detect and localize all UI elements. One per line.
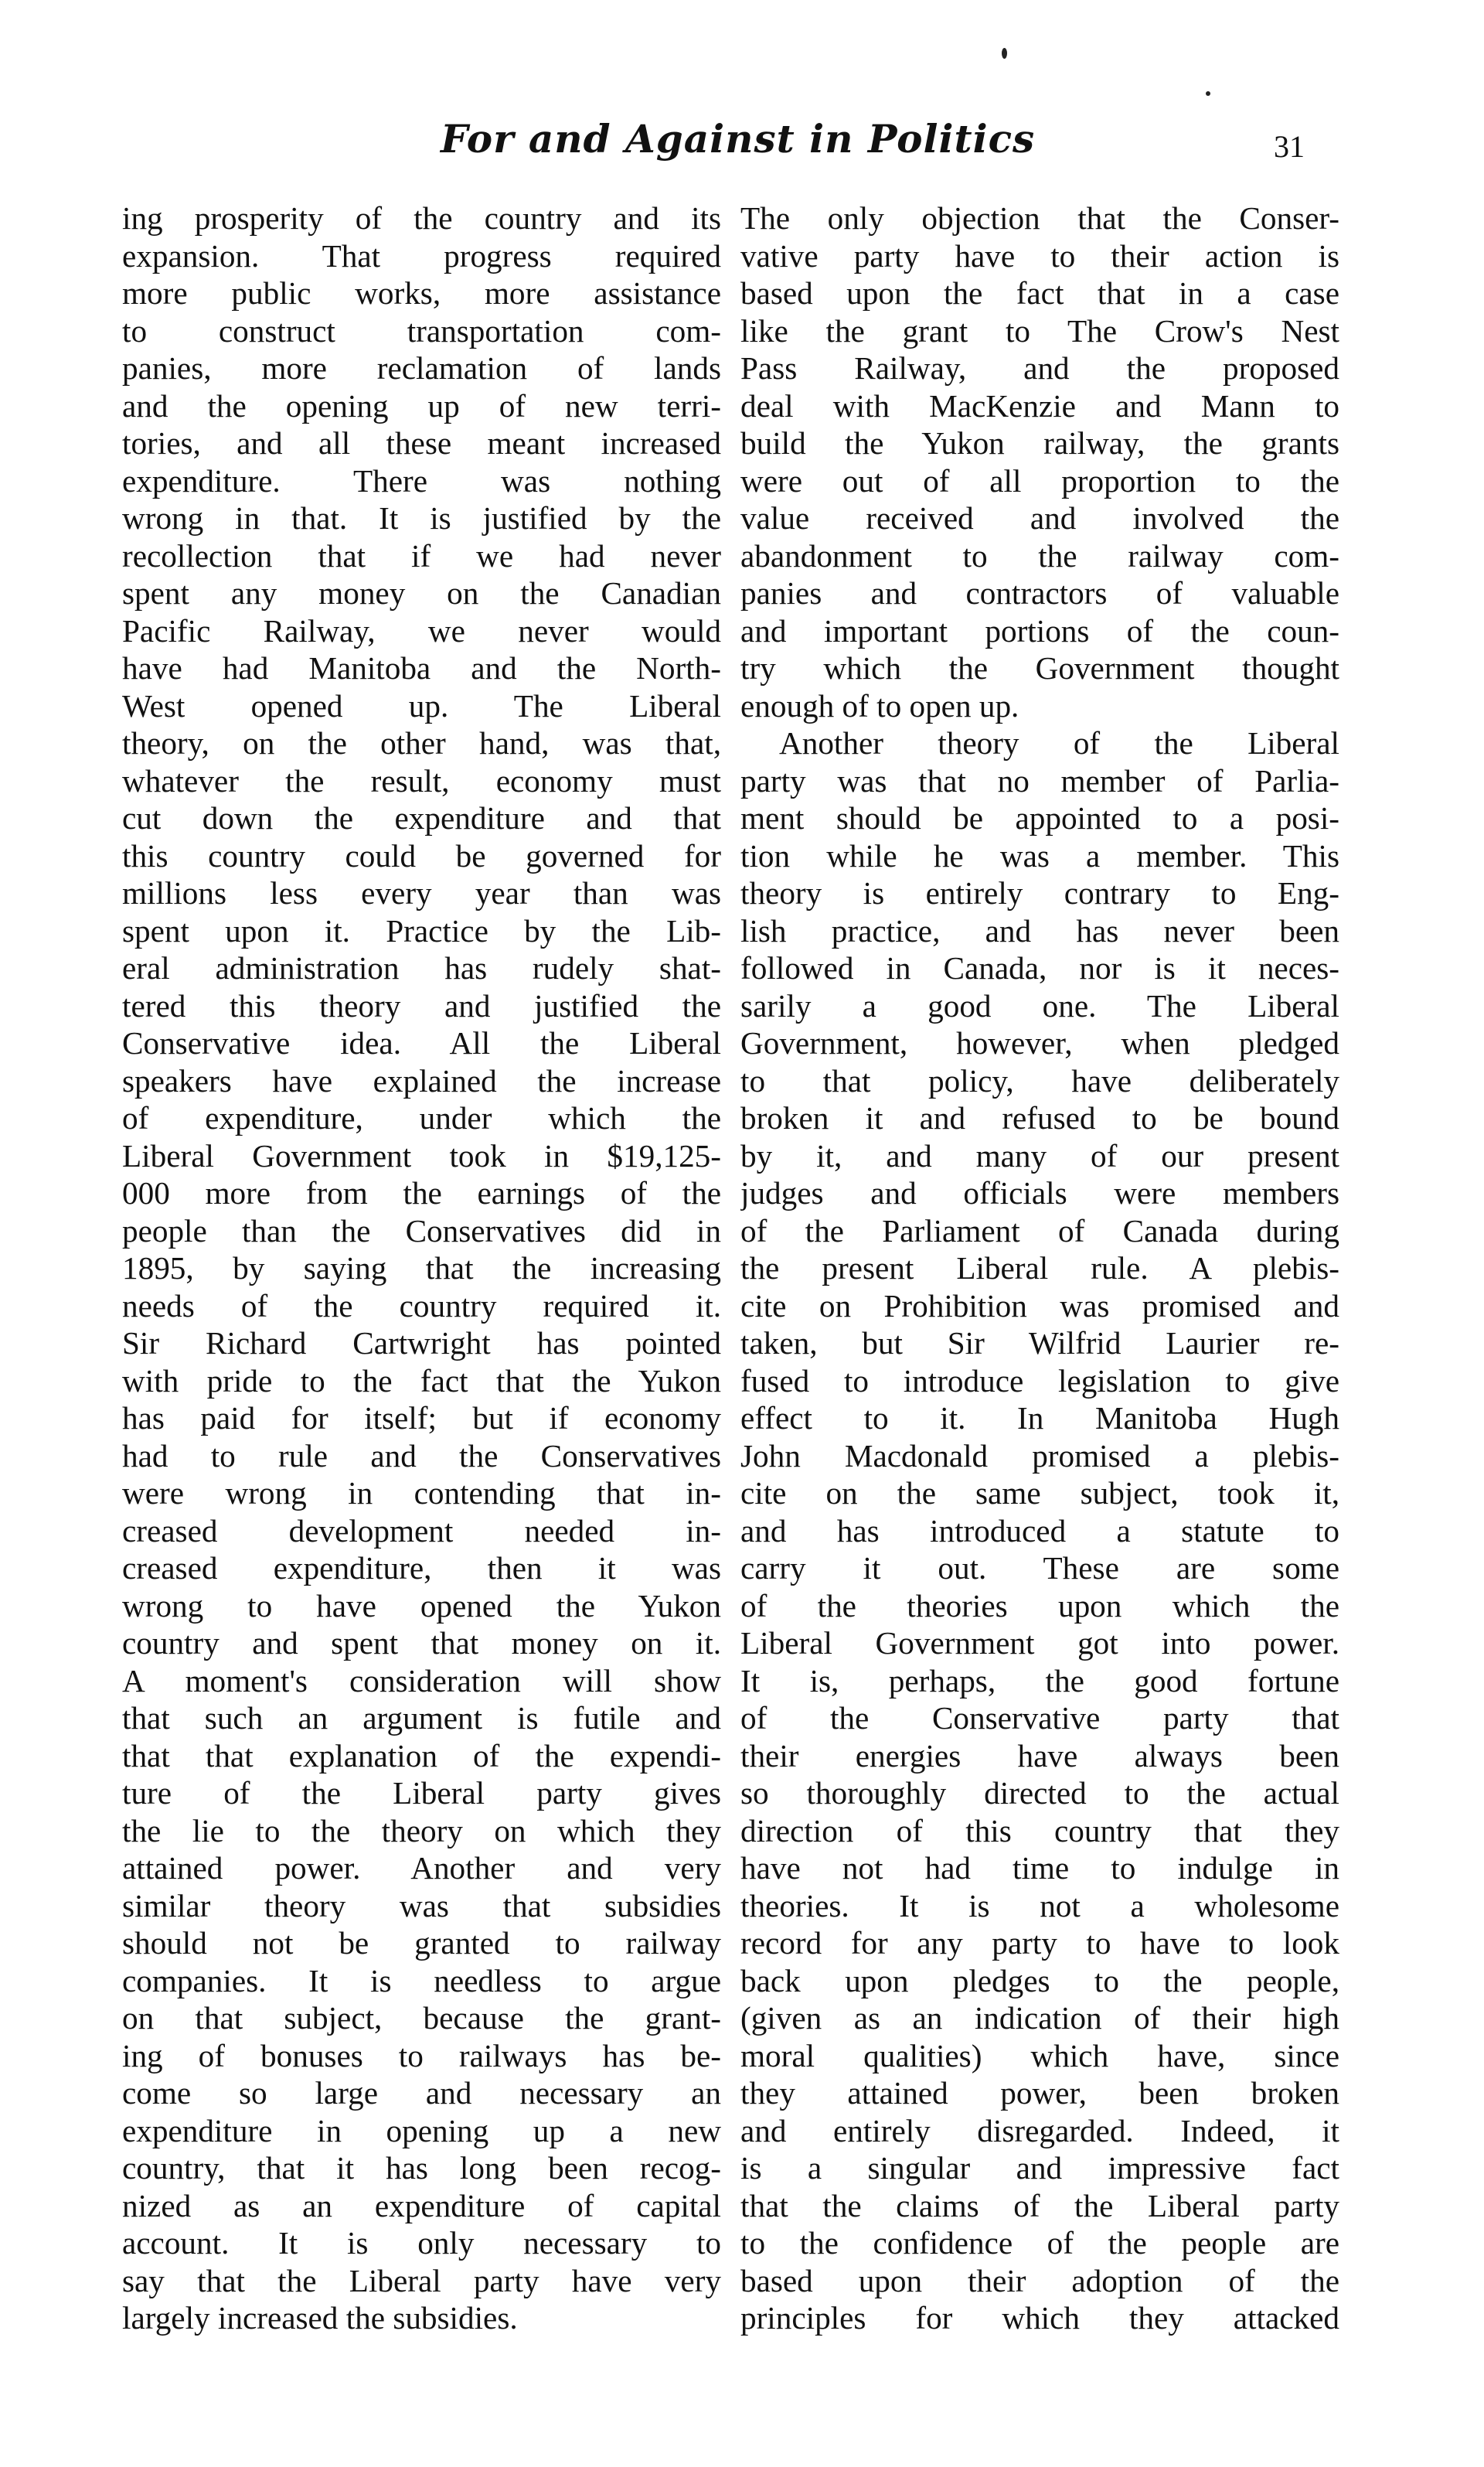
text-line: A moment's consideration will show (122, 1662, 721, 1699)
text-line: Liberal Government took in $19,125- (122, 1137, 721, 1174)
left-text-column (122, 199, 721, 2337)
ink-speck (1206, 91, 1210, 96)
text-line: Pass Railway, and the proposed (740, 350, 1339, 386)
text-line: so thoroughly directed to the actual (740, 1775, 1339, 1811)
text-line: expenditure in opening up a new (122, 2112, 721, 2148)
text-line: to construct transportation com- (122, 312, 721, 349)
text-line: back upon pledges to the people, (740, 1962, 1339, 1998)
page-title: For and Against in Politics (441, 116, 1036, 162)
text-line: say that the Liberal party have very (122, 2262, 721, 2298)
text-line: the lie to the theory on which they (122, 1812, 721, 1849)
text-line: their energies have always been (740, 1737, 1339, 1774)
text-line: the present Liberal rule. A plebis- (740, 1250, 1339, 1286)
text-line: based upon the fact that in a case (740, 275, 1339, 311)
text-line: theories. It is not a wholesome (740, 1887, 1339, 1924)
text-line: account. It is only necessary to (122, 2225, 721, 2261)
text-line: ing of bonuses to railways has be- (122, 2037, 721, 2073)
text-line: tion while he was a member. This (740, 837, 1339, 874)
text-line: expansion. That progress required (122, 237, 721, 274)
text-line: were out of all proportion to the (740, 462, 1339, 499)
text-line: expenditure. There was nothing (122, 462, 721, 499)
text-line: have had Manitoba and the North- (122, 650, 721, 686)
text-line: judges and officials were members (740, 1175, 1339, 1211)
text-line: cite on Prohibition was promised and (740, 1287, 1339, 1324)
text-line: come so large and necessary an (122, 2075, 721, 2111)
text-line: panies and contractors of valuable (740, 575, 1339, 611)
text-line: country, that it has long been recog- (122, 2150, 721, 2186)
text-line: effect to it. In Manitoba Hugh (740, 1400, 1339, 1436)
text-line: theory, on the other hand, was that, (122, 725, 721, 761)
text-line: Conservative idea. All the Liberal (122, 1025, 721, 1061)
text-line: needs of the country required it. (122, 1287, 721, 1324)
text-line: lish practice, and has never been (740, 912, 1339, 949)
text-line: spent any money on the Canadian (122, 575, 721, 611)
text-line: panies, more reclamation of lands (122, 350, 721, 386)
text-line: and important portions of the coun- (740, 612, 1339, 649)
right-text-column (740, 199, 1339, 2337)
text-line: largely increased the subsidies. (122, 2300, 518, 2336)
text-line: (given as an indication of their high (740, 2000, 1339, 2036)
text-line: carry it out. These are some (740, 1550, 1339, 1586)
text-line: on that subject, because the grant- (122, 2000, 721, 2036)
text-line: Another theory of the Liberal (779, 725, 1339, 761)
text-line: have not had time to indulge in (740, 1850, 1339, 1886)
text-line: that that explanation of the expendi- (122, 1737, 721, 1774)
text-line: this country could be governed for (122, 837, 721, 874)
text-line: tered this theory and justified the (122, 987, 721, 1024)
text-line: John Macdonald promised a plebis- (740, 1437, 1339, 1474)
text-line: and the opening up of new terri- (122, 387, 721, 424)
text-line: wrong to have opened the Yukon (122, 1587, 721, 1624)
text-line: of the theories upon which the (740, 1587, 1339, 1624)
text-line: millions less every year than was (122, 875, 721, 911)
text-line: try which the Government thought (740, 650, 1339, 686)
text-line: tories, and all these meant increased (122, 425, 721, 461)
text-line: by it, and many of our present (740, 1137, 1339, 1174)
text-line: 000 more from the earnings of the (122, 1175, 721, 1211)
text-line: recollection that if we had never (122, 537, 721, 574)
text-line: they attained power, been broken (740, 2075, 1339, 2111)
text-line: based upon their adoption of the (740, 2262, 1339, 2298)
text-line: ing prosperity of the country and its (122, 200, 721, 236)
text-line: Government, however, when pledged (740, 1025, 1339, 1061)
text-line: deal with MacKenzie and Mann to (740, 387, 1339, 424)
text-line: to that policy, have deliberately (740, 1062, 1339, 1099)
text-line: direction of this country that they (740, 1812, 1339, 1849)
text-line: and entirely disregarded. Indeed, it (740, 2112, 1339, 2148)
text-line: The only objection that the Conser- (740, 200, 1339, 236)
text-line: companies. It is needless to argue (122, 1962, 721, 1998)
text-line: ture of the Liberal party gives (122, 1775, 721, 1811)
running-head (0, 108, 1484, 170)
text-line: record for any party to have to look (740, 1925, 1339, 1961)
text-line: ment should be appointed to a posi- (740, 800, 1339, 836)
text-line: has paid for itself; but if economy (122, 1400, 721, 1436)
text-line: with pride to the fact that the Yukon (122, 1362, 721, 1399)
text-line: 1895, by saying that the increasing (122, 1250, 721, 1286)
text-line: that the claims of the Liberal party (740, 2187, 1339, 2223)
text-line: speakers have explained the increase (122, 1062, 721, 1099)
text-line: moral qualities) which have, since (740, 2037, 1339, 2073)
text-line: country and spent that money on it. (122, 1625, 721, 1661)
text-line: were wrong in contending that in- (122, 1475, 721, 1511)
text-line: theory is entirely contrary to Eng- (740, 875, 1339, 911)
text-line: party was that no member of Parlia- (740, 762, 1339, 799)
text-line: had to rule and the Conservatives (122, 1437, 721, 1474)
text-line: more public works, more assistance (122, 275, 721, 311)
text-line: vative party have to their action is (740, 237, 1339, 274)
text-line: broken it and refused to be bound (740, 1100, 1339, 1136)
text-line: nized as an expenditure of capital (122, 2187, 721, 2223)
text-line: abandonment to the railway com- (740, 537, 1339, 574)
text-line: Sir Richard Cartwright has pointed (122, 1325, 721, 1361)
text-line: build the Yukon railway, the grants (740, 425, 1339, 461)
text-line: West opened up. The Liberal (122, 687, 721, 724)
text-line: fused to introduce legislation to give (740, 1362, 1339, 1399)
text-line: Pacific Railway, we never would (122, 612, 721, 649)
text-line: and has introduced a statute to (740, 1512, 1339, 1549)
text-line: principles for which they attacked (740, 2300, 1339, 2336)
text-line: wrong in that. It is justified by the (122, 500, 721, 536)
page-number: 31 (1274, 129, 1305, 164)
text-line: should not be granted to railway (122, 1925, 721, 1961)
text-line: is a singular and impressive fact (740, 2150, 1339, 2186)
text-line: people than the Conservatives did in (122, 1212, 721, 1249)
text-line: Liberal Government got into power. (740, 1625, 1339, 1661)
text-line: spent upon it. Practice by the Lib- (122, 912, 721, 949)
text-line: of the Parliament of Canada during (740, 1212, 1339, 1249)
text-line: whatever the result, economy must (122, 762, 721, 799)
text-line: creased development needed in- (122, 1512, 721, 1549)
ink-speck (1002, 48, 1007, 59)
text-line: like the grant to The Crow's Nest (740, 312, 1339, 349)
text-line: similar theory was that subsidies (122, 1887, 721, 1924)
text-line: creased expenditure, then it was (122, 1550, 721, 1586)
text-line: followed in Canada, nor is it neces- (740, 950, 1339, 986)
text-line: attained power. Another and very (122, 1850, 721, 1886)
text-line: to the confidence of the people are (740, 2225, 1339, 2261)
text-line: taken, but Sir Wilfrid Laurier re- (740, 1325, 1339, 1361)
text-line: It is, perhaps, the good fortune (740, 1662, 1339, 1699)
text-line: of the Conservative party that (740, 1700, 1339, 1736)
text-line: cite on the same subject, took it, (740, 1475, 1339, 1511)
text-line: cut down the expenditure and that (122, 800, 721, 836)
text-line: eral administration has rudely shat- (122, 950, 721, 986)
text-line: enough of to open up. (740, 687, 1019, 724)
text-line: that such an argument is futile and (122, 1700, 721, 1736)
text-line: value received and involved the (740, 500, 1339, 536)
text-line: of expenditure, under which the (122, 1100, 721, 1136)
text-line: sarily a good one. The Liberal (740, 987, 1339, 1024)
